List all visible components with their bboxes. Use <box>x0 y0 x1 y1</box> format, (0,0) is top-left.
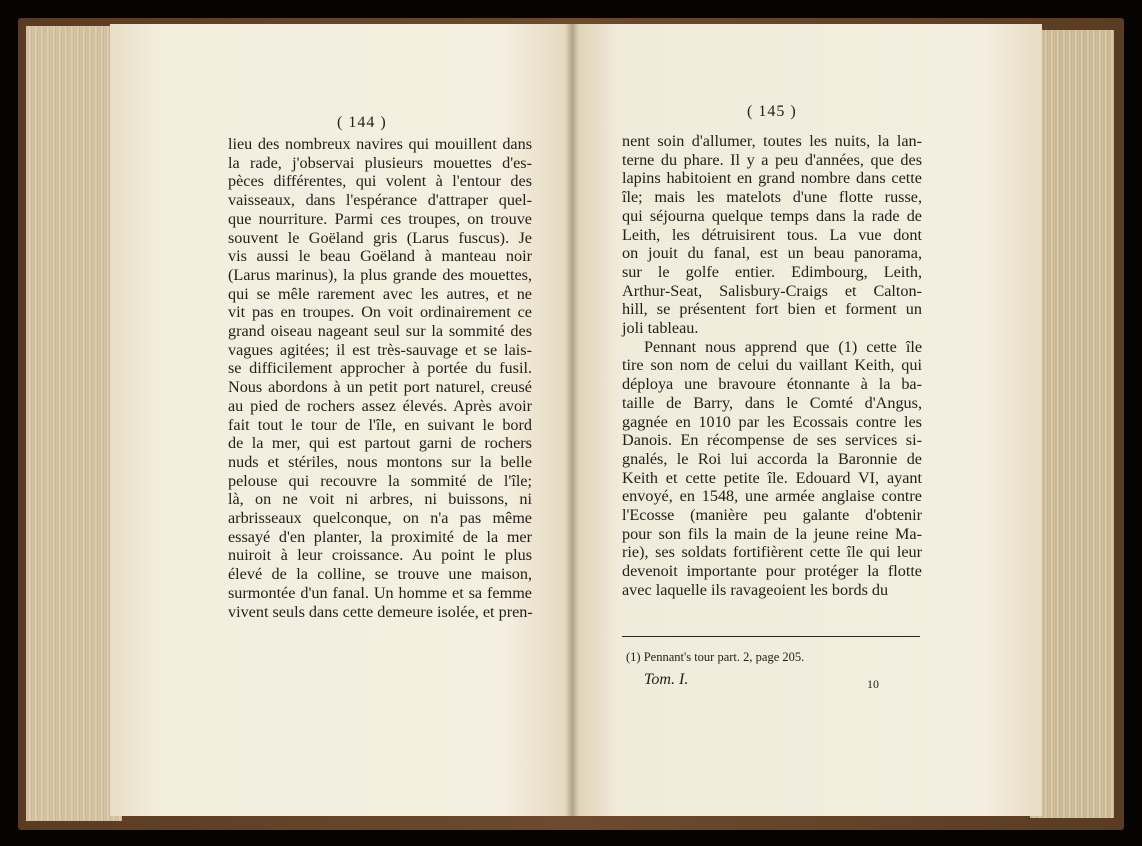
text-line: Keith et cette petite île. Edouard VI, ayant <box>622 468 922 487</box>
text-line: Leith, les détruisirent tous. La vue dont <box>622 225 922 244</box>
right-page-text <box>622 132 922 600</box>
text-line: nent soin d'allumer, toutes les nuits, la lan- <box>622 132 922 150</box>
text-line: la rade, j'observai plusieurs mouettes d'es- <box>228 153 532 172</box>
text-line: devenoit importante pour protéger la flotte <box>622 562 922 581</box>
text-line: pour son fils la main de la jeune reine Ma- <box>622 524 922 543</box>
footnote-rule <box>622 636 920 637</box>
text-line: pèces différentes, qui volent à l'entour des <box>228 172 532 191</box>
text-line: hill, se présentent fort bien et forment un <box>622 300 922 319</box>
text-line: envoyé, en 1548, une armée anglaise contre <box>622 487 922 506</box>
right-page-number: ( 145 ) <box>747 103 797 120</box>
text-line: nuiroit à leur croissance. Au point le plus <box>228 546 532 565</box>
text-line: (Larus marinus), la plus grande des mouettes, <box>228 265 532 284</box>
text-line: qui se mêle rarement avec les autres, et ne <box>228 284 532 303</box>
text-line: pelouse qui recouvre la sommité de l'île; <box>228 471 532 490</box>
text-line: Danois. En récompense de ses services si- <box>622 431 922 450</box>
text-line: essayé d'en planter, la proximité de la mer <box>228 527 532 546</box>
left-page <box>110 24 572 816</box>
text-line: Pennant nous apprend que (1) cette île <box>644 337 922 356</box>
text-line: de la mer, qui est partout garni de rochers <box>228 434 532 453</box>
text-line: surmontée d'un fanal. Un homme et sa femme <box>228 583 532 602</box>
text-line: nuds et stériles, nous montons sur la belle <box>228 452 532 471</box>
text-line: taille de Barry, dans le Comté d'Angus, <box>622 393 922 412</box>
text-line: vis aussi le beau Goëland à manteau noir <box>228 247 532 266</box>
text-line: élevé de la colline, se trouve une maison, <box>228 565 532 584</box>
text-line: gnalés, le Roi lui accorda la Baronnie de <box>622 449 922 468</box>
signature-number: 10 <box>867 677 879 691</box>
text-line: Nous abordons à un petit port naturel, creusé <box>228 378 532 397</box>
left-page-text <box>228 135 532 621</box>
signature-label: Tom. I. <box>644 671 689 688</box>
text-line: au pied de rochers assez élevés. Après avoir <box>228 396 532 415</box>
text-line: que nourriture. Parmi ces troupes, on trouve <box>228 209 532 228</box>
text-line: terne du phare. Il y a peu d'années, que des <box>622 150 922 169</box>
text-line: Arthur-Seat, Salisbury-Craigs et Calton- <box>622 281 922 300</box>
text-line: vaisseaux, dans l'espérance d'attraper quel- <box>228 191 532 210</box>
text-line: vit pas en troupes. On voit ordinairement ce <box>228 303 532 322</box>
text-line: joli tableau. <box>622 319 699 338</box>
text-line: grand oiseau nageant seul sur la sommité des <box>228 322 532 341</box>
text-line: l'Ecosse (manière peu galante d'obtenir <box>622 506 922 525</box>
text-line: on jouit du fanal, est un beau panorama, <box>622 244 922 263</box>
footnote: (1) Pennant's tour part. 2, page 205. <box>626 650 805 664</box>
text-line: vagues agitées; il est très-sauvage et se lais- <box>228 340 532 359</box>
left-page-number: ( 144 ) <box>337 114 387 131</box>
text-line: lapins habitoient en grand nombre dans cette <box>622 169 922 188</box>
right-page-edges <box>1030 30 1114 818</box>
book-gutter <box>565 24 579 816</box>
text-line: sur le golfe entier. Edimbourg, Leith, <box>622 262 922 281</box>
text-line: déploya une bravoure étonnante à la ba- <box>622 375 922 394</box>
text-line: se difficilement approcher à portée du fusil. <box>228 359 532 378</box>
text-line: lieu des nombreux navires qui mouillent dans <box>228 135 532 153</box>
text-line: gagnée en 1010 par les Ecossais contre les <box>622 412 922 431</box>
text-line: souvent le Goëland gris (Larus fuscus). Je <box>228 228 532 247</box>
text-line: qui séjourna quelque temps dans la rade de <box>622 206 922 225</box>
text-line: île; mais les matelots d'une flotte russe, <box>622 188 922 207</box>
text-line: rie), ses soldats fortifièrent cette île qui leur <box>622 543 922 562</box>
text-line: là, on ne voit ni arbres, ni buissons, ni <box>228 490 532 509</box>
text-line: tire son nom de celui du vaillant Keith, qui <box>622 356 922 375</box>
right-page <box>572 24 1042 816</box>
text-line: fait tout le tour de l'île, en suivant le bord <box>228 415 532 434</box>
left-page-edges <box>26 26 122 821</box>
text-line: avec laquelle ils ravageoient les bords du <box>622 580 889 599</box>
text-line: vivent seuls dans cette demeure isolée, et pren- <box>228 602 533 621</box>
text-line: arbrisseaux quelconque, on n'a pas même <box>228 509 532 528</box>
